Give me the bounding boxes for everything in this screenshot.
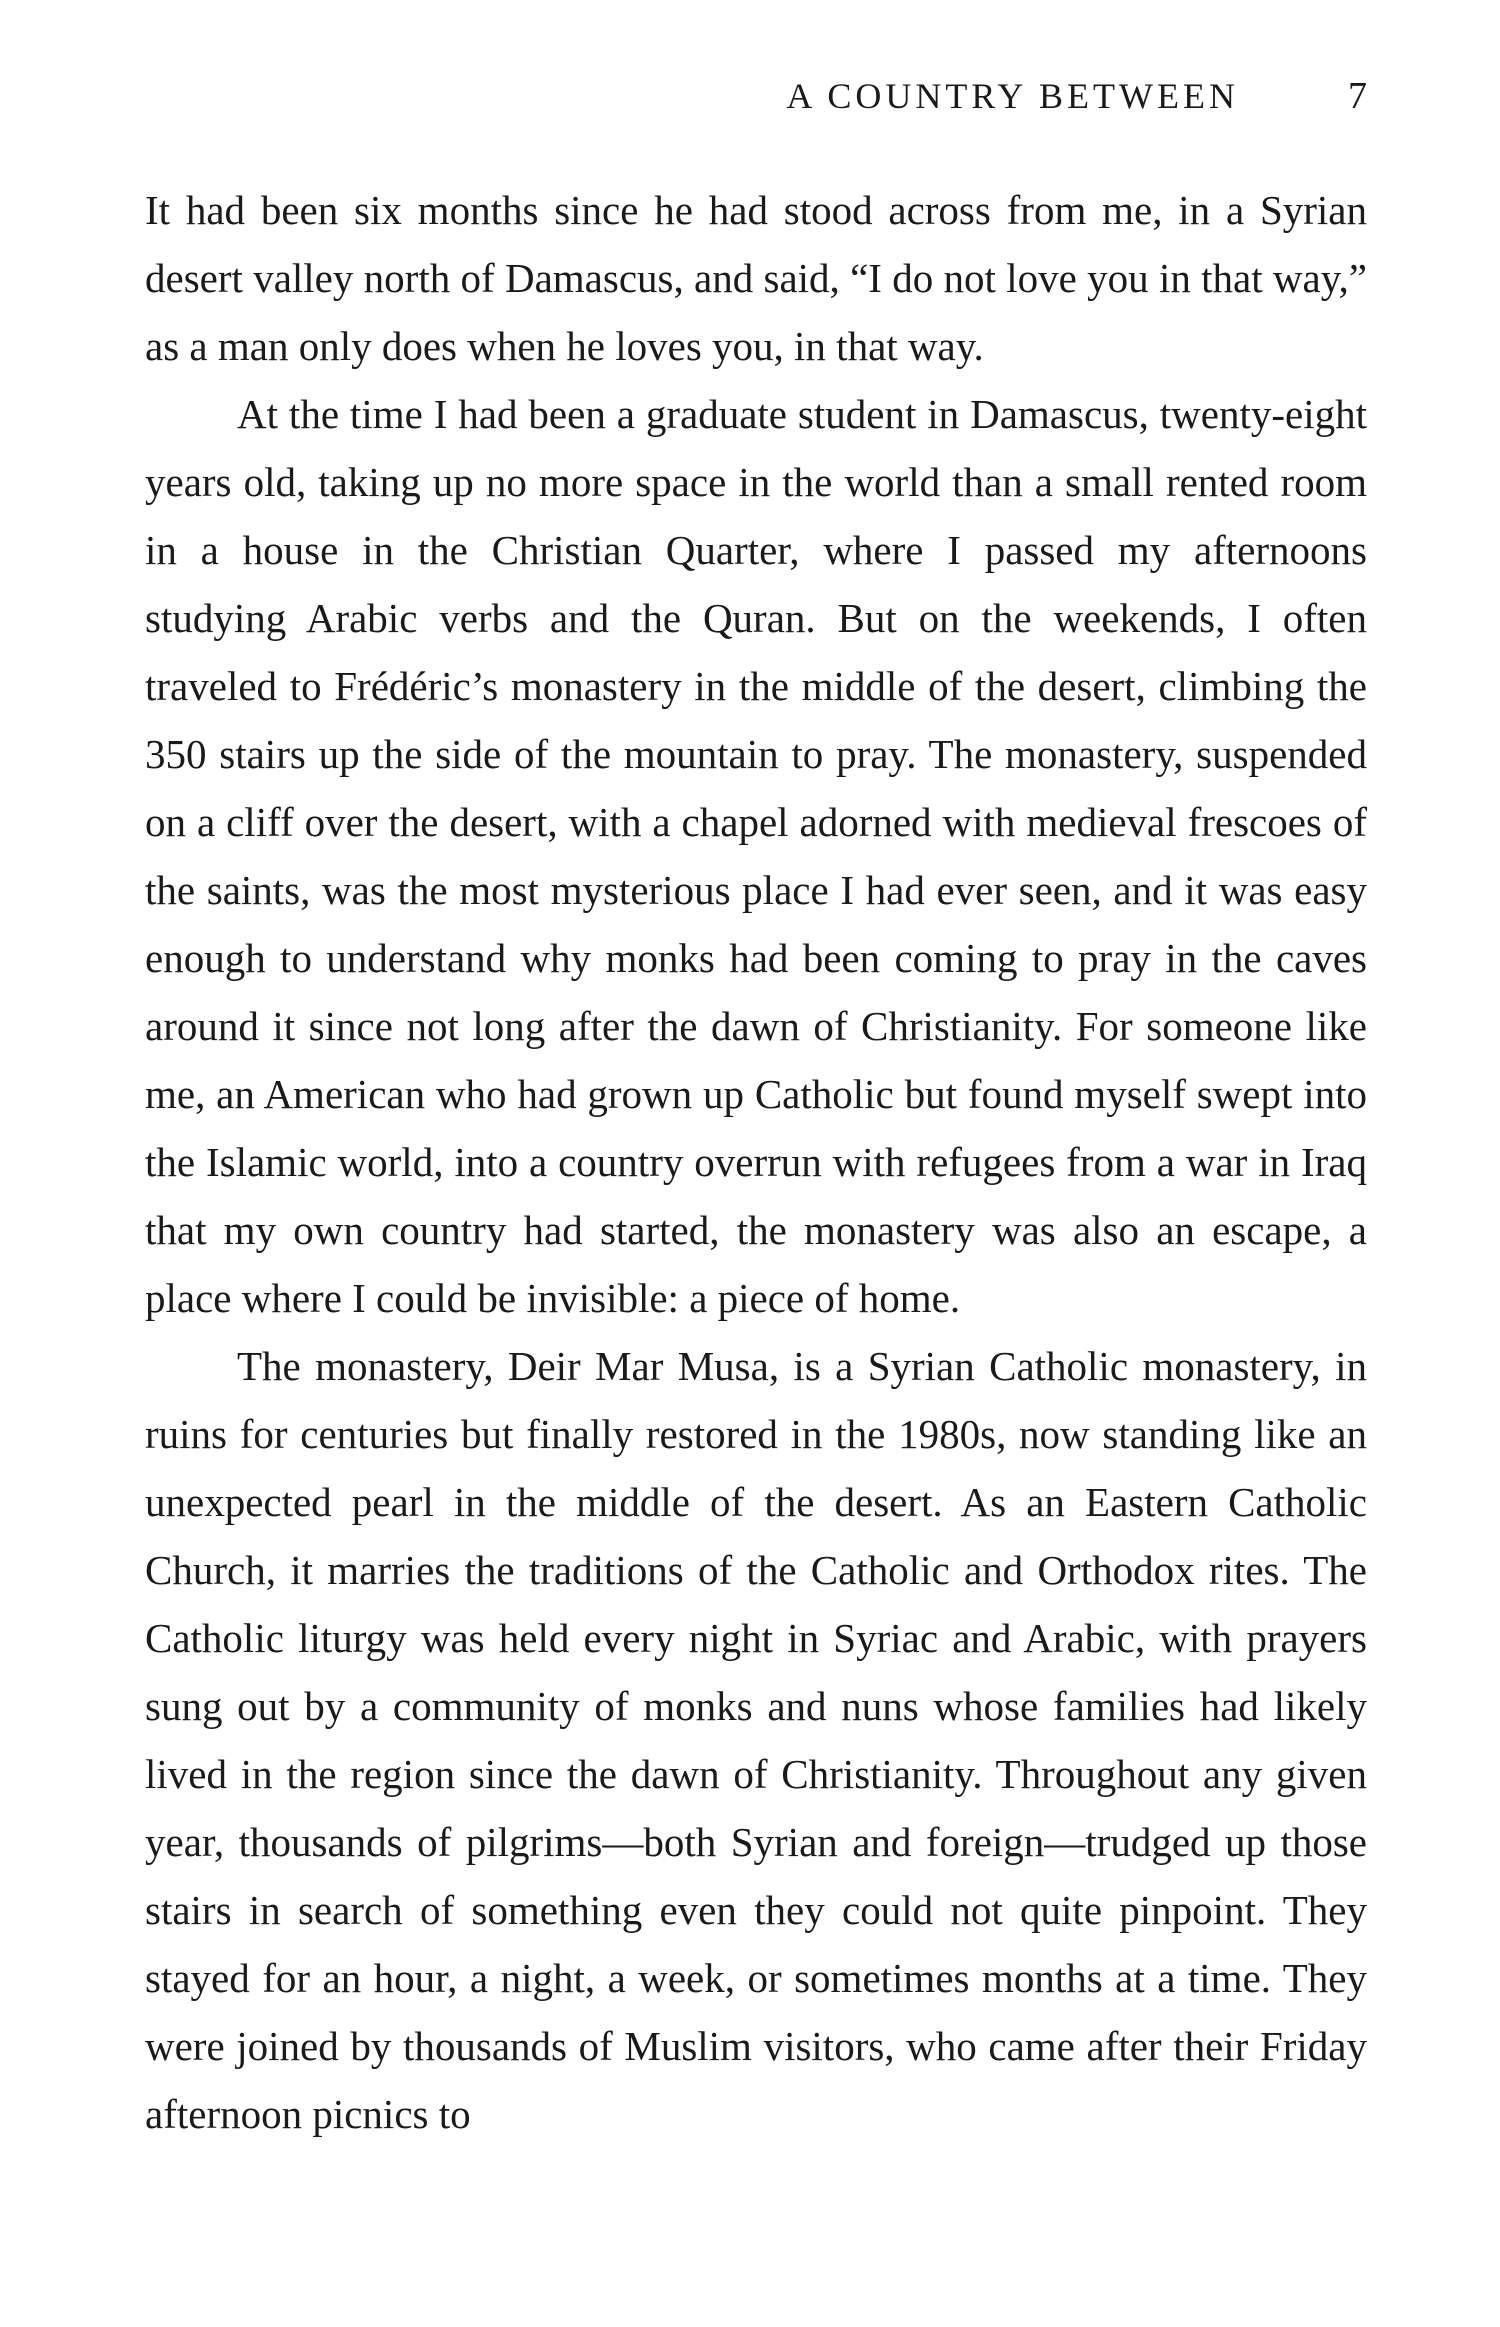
running-title: A COUNTRY BETWEEN [786,76,1239,116]
paragraph-2: At the time I had been a graduate student in Damascus, twenty-eight years old, taking up no more space in the world than a small rented room in a house in the Christian Quarter, where I passed my afternoons studying Arabic verbs and the Quran. But on the weekends, I often traveled to Frédéric’s monastery in the middle of the desert, climbing the 350 stairs up the side of the mountain to pray. The monastery, suspended on a cliff over the desert, with a chapel adorned with medieval frescoes of the saints, was the most mysterious place I had ever seen, and it was easy enough to understand why monks had been coming to pray in the caves around it since not long after the dawn of Christianity. For someone like me, an American who had grown up Catholic but found myself swept into the Islamic world, into a country overrun with refugees from a war in Iraq that my own country had started, the monastery was also an escape, a place where I could be invisible: a piece of home. [145,391,1367,1321]
paragraph-3: The monastery, Deir Mar Musa, is a Syrian Catholic monastery, in ruins for centuries but finally restored in the 1980s, now standing like an unexpected pearl in the middle of the desert. As an Eastern Catholic Church, it marries the traditions of the Catholic and Orthodox rites. The Catholic liturgy was held every night in Syriac and Arabic, with prayers sung out by a community of monks and nuns whose families had likely lived in the region since the dawn of Christianity. Throughout any given year, thousands of pilgrims—both Syrian and foreign—trudged up those stairs in search of something even they could not quite pinpoint. They stayed for an hour, a night, a week, or sometimes months at a time. They were joined by thousands of Muslim visitors, who came after their Friday afternoon picnics to [145,1343,1367,2137]
running-head [145,66,1367,126]
paragraph-1: It had been six months since he had stood across from me, in a Syrian desert valley north of Damascus, and said, “I do not love you in that way,” as a man only does when he loves you, in that way. [145,187,1367,369]
page-number: 7 [1348,75,1367,117]
body-text [145,176,1367,2148]
